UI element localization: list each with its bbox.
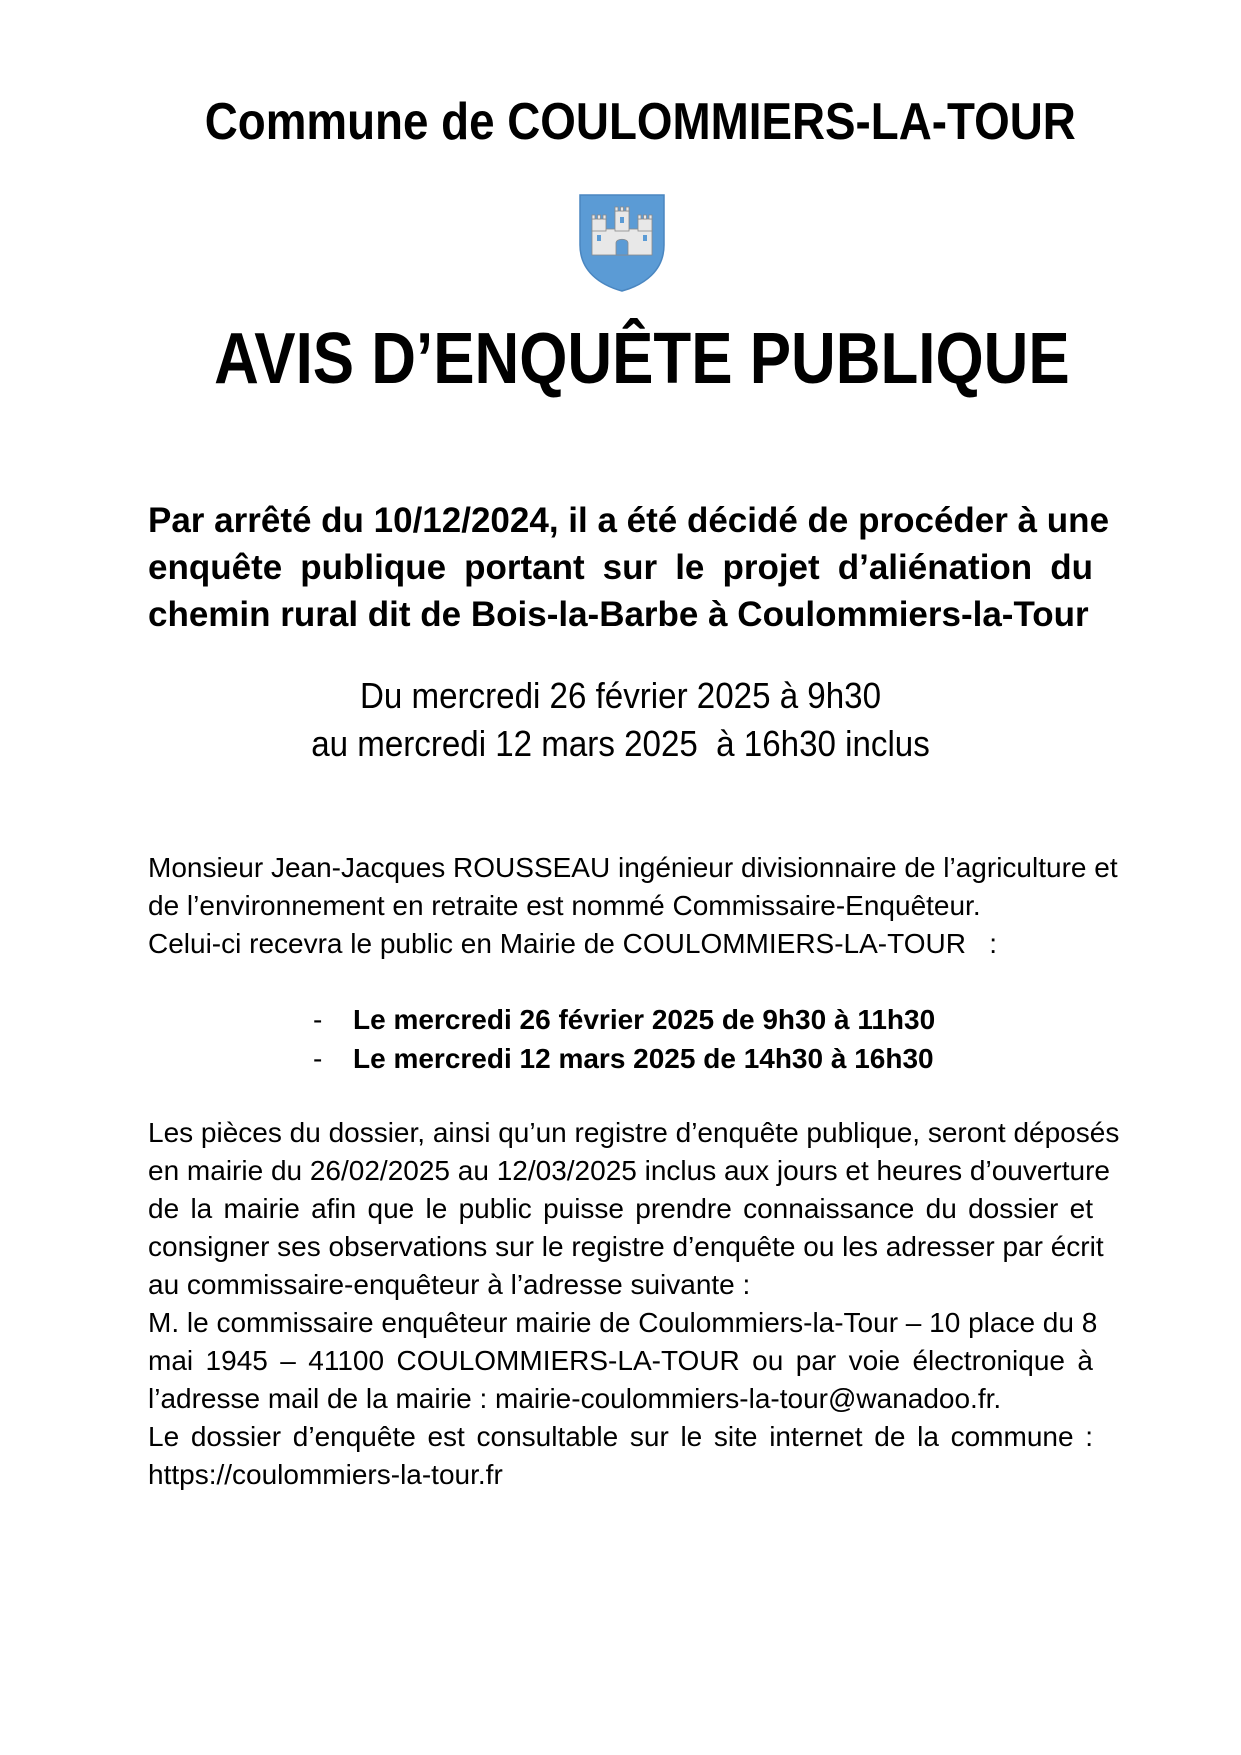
paragraph-line: en mairie du 26/02/2025 au 12/03/2025 inclus aux jours et heures d’ouverture bbox=[148, 1155, 1110, 1186]
decree-line: Par arrêté du 10/12/2024, il a été décidé de procéder à une bbox=[148, 501, 1110, 540]
inquiry-start: Du mercredi 26 février 2025 à 9h30 bbox=[359, 675, 882, 716]
paragraph-line: de l’environnement en retraite est nommé Commissaire-Enquêteur. bbox=[148, 890, 981, 921]
session-date: Le mercredi 26 février 2025 de 9h30 à 11h30 bbox=[353, 1004, 936, 1035]
paragraph-line: Celui-ci recevra le public en Mairie de COULOMMIERS-LA-TOUR : bbox=[148, 928, 998, 959]
inquiry-period bbox=[186, 672, 1055, 768]
email-line: l’adresse mail de la mairie : mairie-coulommiers-la-tour@wanadoo.fr. bbox=[148, 1383, 1002, 1414]
session-list bbox=[313, 1000, 1013, 1078]
paragraph-line: de la mairie afin que le public puisse prendre connaissance du dossier et bbox=[148, 1193, 1093, 1224]
list-dash: - bbox=[313, 1043, 323, 1074]
list-item bbox=[313, 1039, 1013, 1078]
dossier-paragraph bbox=[148, 1114, 1120, 1494]
paragraph-line: M. le commissaire enquêteur mairie de Coulommiers-la-Tour – 10 place du 8 bbox=[148, 1307, 1098, 1338]
paragraph-line: consigner ses observations sur le registre d’enquête ou les adresser par écrit bbox=[148, 1231, 1104, 1262]
paragraph-line: Les pièces du dossier, ainsi qu’un registre d’enquête publique, seront déposés bbox=[148, 1117, 1120, 1148]
decree-line: chemin rural dit de Bois-la-Barbe à Coulommiers-la-Tour bbox=[148, 595, 1089, 634]
list-dash: - bbox=[313, 1004, 323, 1035]
commissioner-paragraph bbox=[148, 849, 1118, 963]
paragraph-line: Monsieur Jean-Jacques ROUSSEAU ingénieur divisionnaire de l’agriculture et bbox=[148, 852, 1118, 883]
list-item bbox=[313, 1000, 1013, 1039]
commune-heading: Commune de COULOMMIERS-LA-TOUR bbox=[204, 93, 1076, 151]
decree-paragraph bbox=[148, 497, 1110, 638]
coat-of-arms-castle-icon bbox=[578, 193, 666, 293]
notice-title: AVIS D’ENQUÊTE PUBLIQUE bbox=[214, 319, 1070, 399]
paragraph-line: Le dossier d’enquête est consultable sur le site internet de la commune : bbox=[148, 1421, 1093, 1452]
inquiry-end: au mercredi 12 mars 2025 à 16h30 inclus bbox=[311, 723, 930, 764]
website-url: https://coulommiers-la-tour.fr bbox=[148, 1459, 503, 1490]
session-date: Le mercredi 12 mars 2025 de 14h30 à 16h30 bbox=[353, 1043, 934, 1074]
decree-line: enquête publique portant sur le projet d’aliénation du bbox=[148, 548, 1093, 587]
paragraph-line: au commissaire-enquêteur à l’adresse suivante : bbox=[148, 1269, 751, 1300]
paragraph-line: mai 1945 – 41100 COULOMMIERS-LA-TOUR ou par voie électronique à bbox=[148, 1345, 1093, 1376]
